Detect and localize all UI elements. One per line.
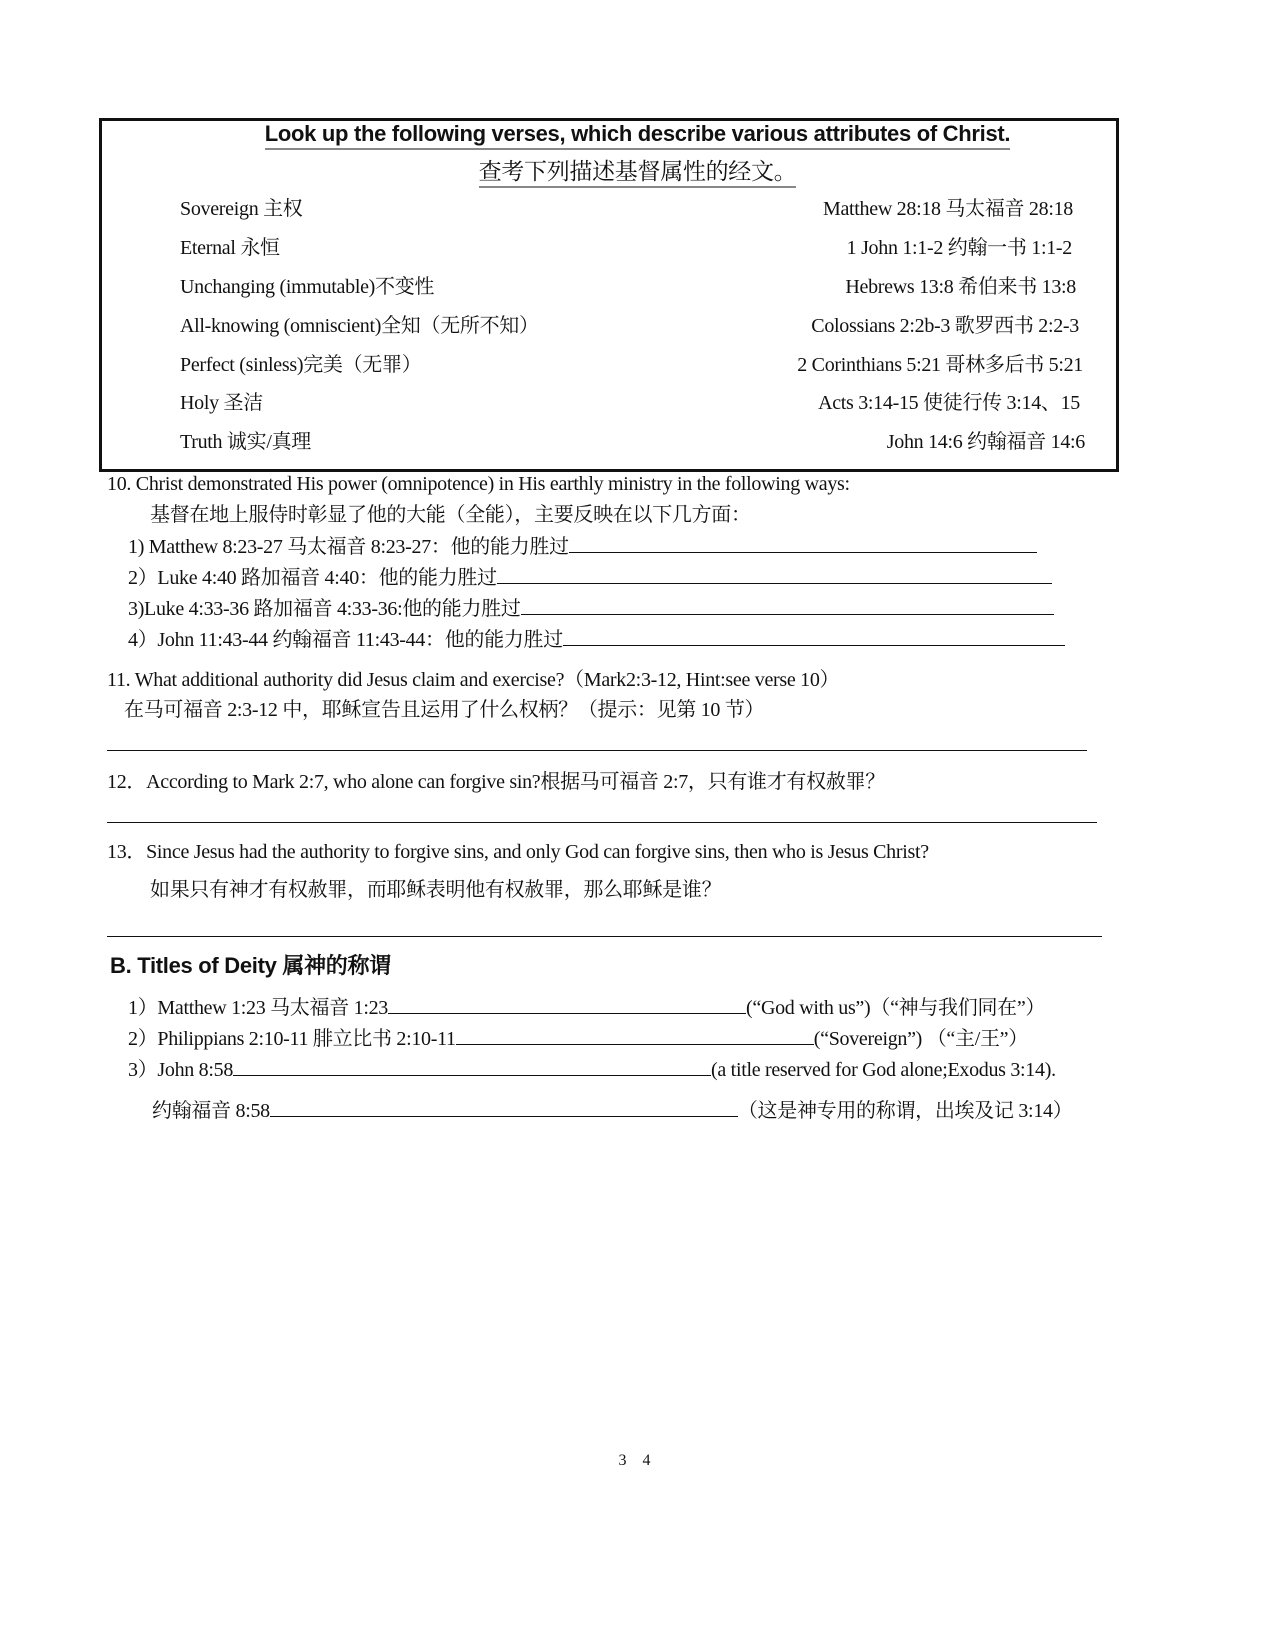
reference: 1 John 1:1-2 约翰一书 1:1-2 — [846, 237, 1072, 259]
section-b-heading: B. Titles of Deity 属神的称谓 — [110, 953, 391, 978]
attribute: Truth 诚实/真理 — [180, 431, 311, 453]
q12-answer-line[interactable] — [107, 822, 1097, 823]
q13-en: 13．Since Jesus had the authority to forgive sins, and only God can forgive sins, then who is Jesus Christ? — [107, 841, 929, 863]
q11-answer-line[interactable] — [107, 750, 1087, 751]
answer-blank[interactable] — [388, 995, 746, 1014]
item-ref: 约翰福音 8:58 — [152, 1100, 270, 1122]
item-hint: (“Sovereign”) （“主/王”） — [813, 1028, 1028, 1050]
page-number: 3 4 — [618, 1452, 657, 1469]
q11-en: 11. What additional authority did Jesus claim and exercise?（Mark2:3-12, Hint:see verse 10） — [107, 669, 840, 691]
q11-zh: 在马可福音 2:3-12 中，耶稣宣告且运用了什么权柄？（提示：见第 10 节） — [124, 699, 765, 721]
box-title-en: Look up the following verses, which describe various attributes of Christ. — [0, 122, 1275, 146]
attribute: All-knowing (omniscient)全知（无所不知） — [180, 315, 539, 337]
title-item-1 — [128, 995, 1045, 1020]
q12-en: 12．According to Mark 2:7, who alone can forgive sin?根据马可福音 2:7，只有谁才有权赦罪？ — [107, 771, 885, 793]
q13-zh: 如果只有神才有权赦罪，而耶稣表明他有权赦罪，那么耶稣是谁？ — [150, 879, 722, 901]
reference: John 14:6 约翰福音 14:6 — [886, 431, 1085, 453]
q10-item-4 — [128, 627, 1065, 652]
item-hint: (“God with us”)（“神与我们同在”） — [746, 997, 1046, 1019]
item-hint: (a title reserved for God alone;Exodus 3:14). — [711, 1059, 1056, 1081]
item-ref: 2）Philippians 2:10-11 腓立比书 2:10-11 — [128, 1028, 456, 1050]
attribute: Sovereign 主权 — [180, 198, 303, 220]
box-title-zh: 查考下列描述基督属性的经文。 — [0, 160, 1275, 184]
item-text: 3)Luke 4:33-36 路加福音 4:33-36:他的能力胜过 — [128, 598, 521, 620]
item-text: 4）John 11:43-44 约翰福音 11:43-44：他的能力胜过 — [128, 629, 563, 651]
title-item-3-zh — [152, 1098, 1072, 1123]
q10-item-3 — [128, 596, 1054, 621]
answer-blank[interactable] — [497, 565, 1052, 584]
item-text: 1) Matthew 8:23-27 马太福音 8:23-27：他的能力胜过 — [128, 536, 569, 558]
item-hint: （这是神专用的称谓，出埃及记 3:14） — [737, 1100, 1073, 1122]
answer-blank[interactable] — [456, 1026, 814, 1045]
reference: Acts 3:14-15 使徒行传 3:14、15 — [818, 392, 1080, 414]
answer-blank[interactable] — [569, 534, 1037, 553]
reference: 2 Corinthians 5:21 哥林多后书 5:21 — [797, 354, 1083, 376]
reference: Matthew 28:18 马太福音 28:18 — [822, 198, 1073, 220]
item-ref: 3）John 8:58 — [128, 1059, 234, 1081]
answer-blank[interactable] — [563, 627, 1065, 646]
title-item-3 — [128, 1057, 1056, 1082]
q10-item-1 — [128, 534, 1037, 559]
answer-blank[interactable] — [233, 1057, 711, 1076]
reference: Colossians 2:2b-3 歌罗西书 2:2-3 — [811, 315, 1079, 337]
q10-zh: 基督在地上服侍时彰显了他的大能（全能），主要反映在以下几方面： — [150, 504, 751, 526]
title-item-2 — [128, 1026, 1028, 1051]
q10-item-2 — [128, 565, 1052, 590]
item-ref: 1）Matthew 1:23 马太福音 1:23 — [128, 997, 389, 1019]
reference: Hebrews 13:8 希伯来书 13:8 — [845, 276, 1076, 298]
item-text: 2）Luke 4:40 路加福音 4:40：他的能力胜过 — [128, 567, 497, 589]
attribute: Unchanging (immutable)不变性 — [180, 276, 435, 298]
attribute: Holy 圣洁 — [180, 392, 263, 414]
answer-blank[interactable] — [521, 596, 1054, 615]
q13-answer-line[interactable] — [107, 936, 1102, 937]
q10-en: 10. Christ demonstrated His power (omnipotence) in His earthly ministry in the following ways: — [107, 473, 850, 495]
answer-blank[interactable] — [270, 1098, 738, 1117]
attribute: Perfect (sinless)完美（无罪） — [180, 354, 422, 376]
attribute: Eternal 永恒 — [180, 237, 280, 259]
